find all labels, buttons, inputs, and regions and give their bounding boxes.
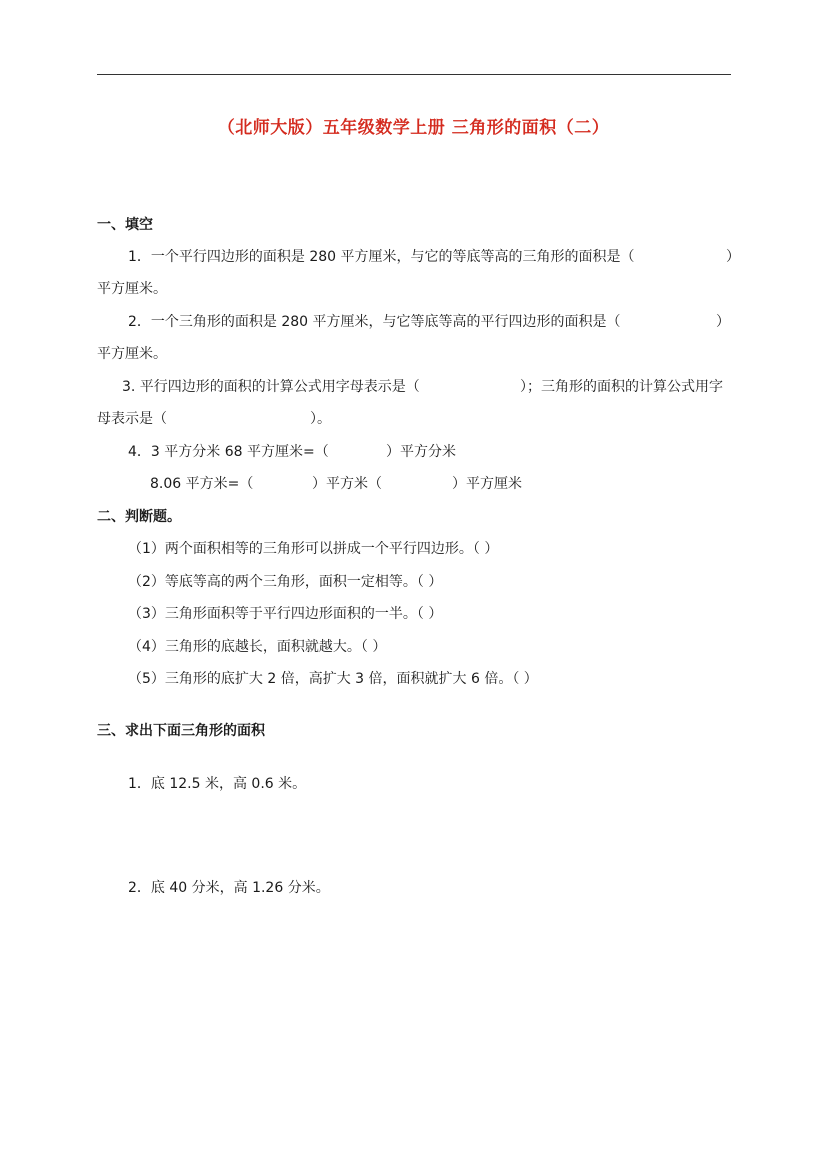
q3-line1a: 3. 平行四边形的面积的计算公式用字母表示是（ — [122, 379, 420, 395]
q4-line2c: ）平方厘米 — [452, 476, 522, 492]
judge-item-2: （2）等底等高的两个三角形，面积一定相等。（ ） — [128, 574, 443, 590]
calc-item-1: 1．底 12.5 米，高 0.6 米。 — [128, 776, 307, 792]
judge-item-3: （3）三角形面积等于平行四边形面积的一半。（ ） — [128, 606, 443, 622]
q1-close: ） — [726, 249, 740, 265]
calc-item-2: 2．底 40 分米，高 1.26 分米。 — [128, 880, 330, 896]
q4-line1b: ）平方分米 — [386, 444, 456, 460]
q3-line2b: ）。 — [310, 411, 331, 427]
q4-line2b: ）平方米（ — [312, 476, 382, 492]
q4-line1a: 4．3 平方分米 68 平方厘米=（ — [128, 444, 329, 460]
q1-line2: 平方厘米。 — [97, 281, 167, 297]
q1-line1 — [128, 247, 635, 267]
judge-item-1: （1）两个面积相等的三角形可以拼成一个平行四边形。（ ） — [128, 541, 499, 557]
section2-heading: 二、判断题。 — [97, 509, 181, 525]
section1-heading: 一、填空 — [97, 217, 153, 233]
judge-item-4: （4）三角形的底越长，面积就越大。（ ） — [128, 639, 387, 655]
q2-line1: 2．一个三角形的面积是 280 平方厘米，与它等底等高的平行四边形的面积是（ — [128, 314, 621, 330]
q1-text: 1．一个平行四边形的面积是 280 平方厘米，与它的等底等高的三角形的面积是（ — [128, 249, 635, 265]
section3-heading: 三、求出下面三角形的面积 — [97, 723, 265, 739]
q3-line2a: 母表示是（ — [97, 411, 167, 427]
q2-line2: 平方厘米。 — [97, 346, 167, 362]
q3-line1b: ）；三角形的面积的计算公式用字 — [520, 379, 723, 395]
judge-item-5: （5）三角形的底扩大 2 倍，高扩大 3 倍，面积就扩大 6 倍。（ ） — [128, 671, 538, 687]
q4-line2a: 8.06 平方米=（ — [150, 476, 254, 492]
q2-close: ） — [716, 314, 730, 330]
page-title: （北师大版）五年级数学上册 三角形的面积（二） — [217, 118, 610, 138]
header-rule — [97, 74, 731, 75]
